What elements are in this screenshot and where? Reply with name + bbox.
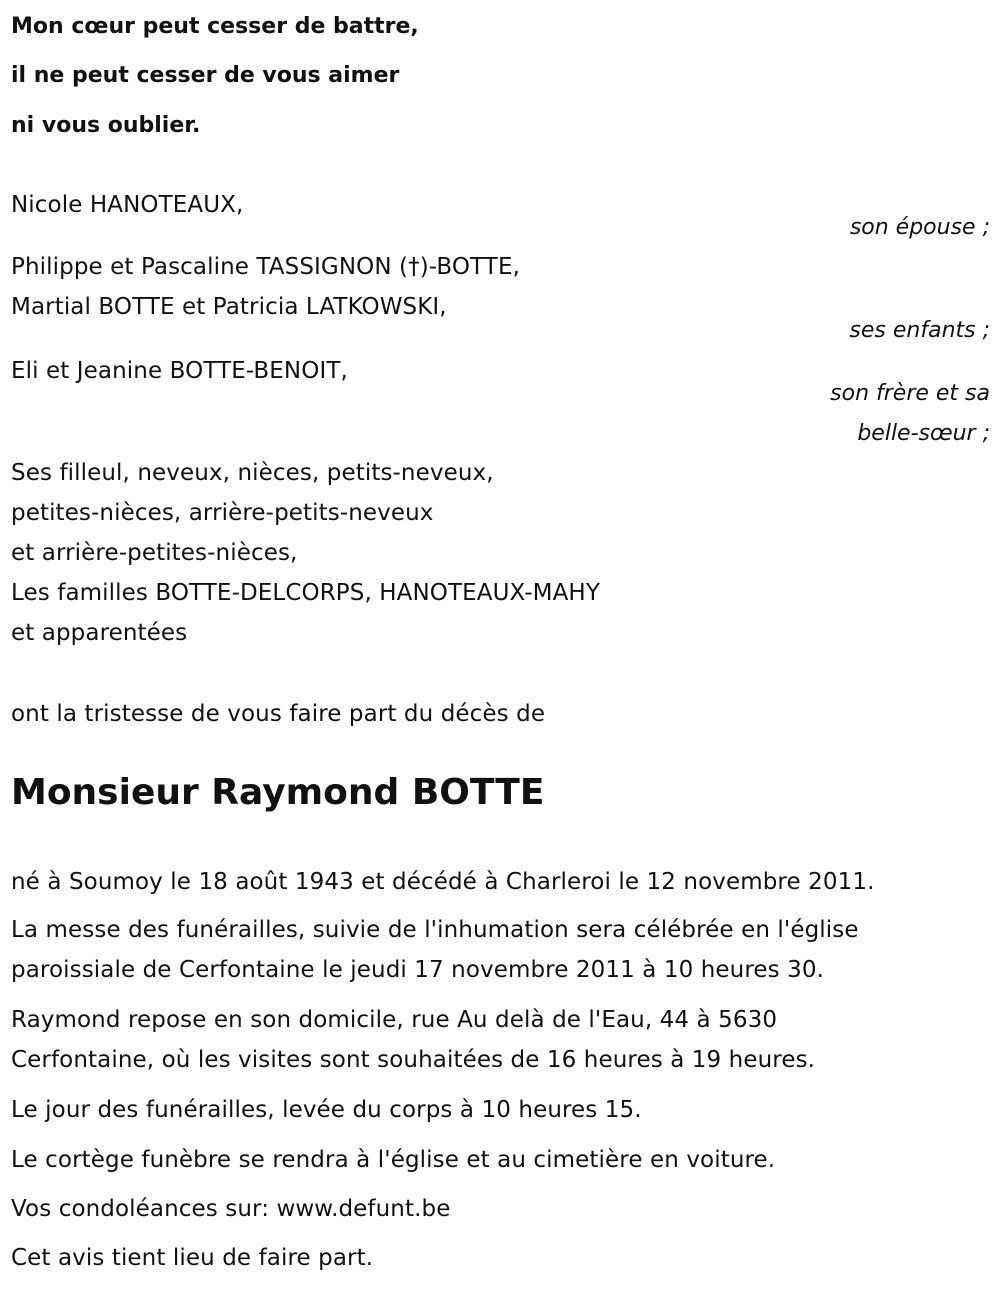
children-role: ses enfants ; — [849, 318, 990, 343]
child-name: Martial BOTTE et Patricia LATKOWSKI, — [11, 294, 447, 320]
announcement-text: ont la tristesse de vous faire part du décès de — [11, 701, 546, 727]
levee-line: Le jour des funérailles, levée du corps à 10 heures 15. — [11, 1097, 642, 1123]
repose-line: Cerfontaine, où les visites sont souhaitées de 16 heures à 19 heures. — [11, 1047, 816, 1073]
poem-line: Mon cœur peut cesser de battre, — [11, 14, 419, 39]
funeral-line: La messe des funérailles, suivie de l'inhumation sera célébrée en l'église — [11, 917, 859, 943]
funeral-line: paroissiale de Cerfontaine le jeudi 17 novembre 2011 à 10 heures 30. — [11, 957, 825, 983]
notice-line: Cet avis tient lieu de faire part. — [11, 1245, 374, 1271]
relatives-line: petites-nièces, arrière-petits-neveux — [11, 500, 434, 526]
repose-line: Raymond repose en son domicile, rue Au delà de l'Eau, 44 à 5630 — [11, 1007, 778, 1033]
birth-death-line: né à Soumoy le 18 août 1943 et décédé à Charleroi le 12 novembre 2011. — [11, 869, 875, 895]
condolences-line: Vos condoléances sur: www.defunt.be — [11, 1196, 451, 1222]
spouse-name: Nicole HANOTEAUX, — [11, 192, 244, 218]
spouse-role: son épouse ; — [849, 215, 990, 240]
siblings-role-line: son frère et sa — [830, 381, 990, 406]
relatives-line: Ses filleul, neveux, nièces, petits-neveux, — [11, 460, 494, 486]
poem-line: il ne peut cesser de vous aimer — [11, 63, 400, 88]
relatives-line: Les familles BOTTE-DELCORPS, HANOTEAUX-MAHY — [11, 580, 600, 606]
cortege-line: Le cortège funèbre se rendra à l'église et au cimetière en voiture. — [11, 1147, 776, 1173]
sibling-name: Eli et Jeanine BOTTE-BENOIT, — [11, 358, 348, 384]
poem-line: ni vous oublier. — [11, 113, 201, 138]
siblings-role-line: belle-sœur ; — [857, 421, 990, 446]
relatives-line: et apparentées — [11, 620, 188, 646]
relatives-line: et arrière-petites-nièces, — [11, 540, 298, 566]
child-name: Philippe et Pascaline TASSIGNON (†)-BOTTE, — [11, 254, 520, 280]
deceased-name: Monsieur Raymond BOTTE — [11, 772, 545, 813]
